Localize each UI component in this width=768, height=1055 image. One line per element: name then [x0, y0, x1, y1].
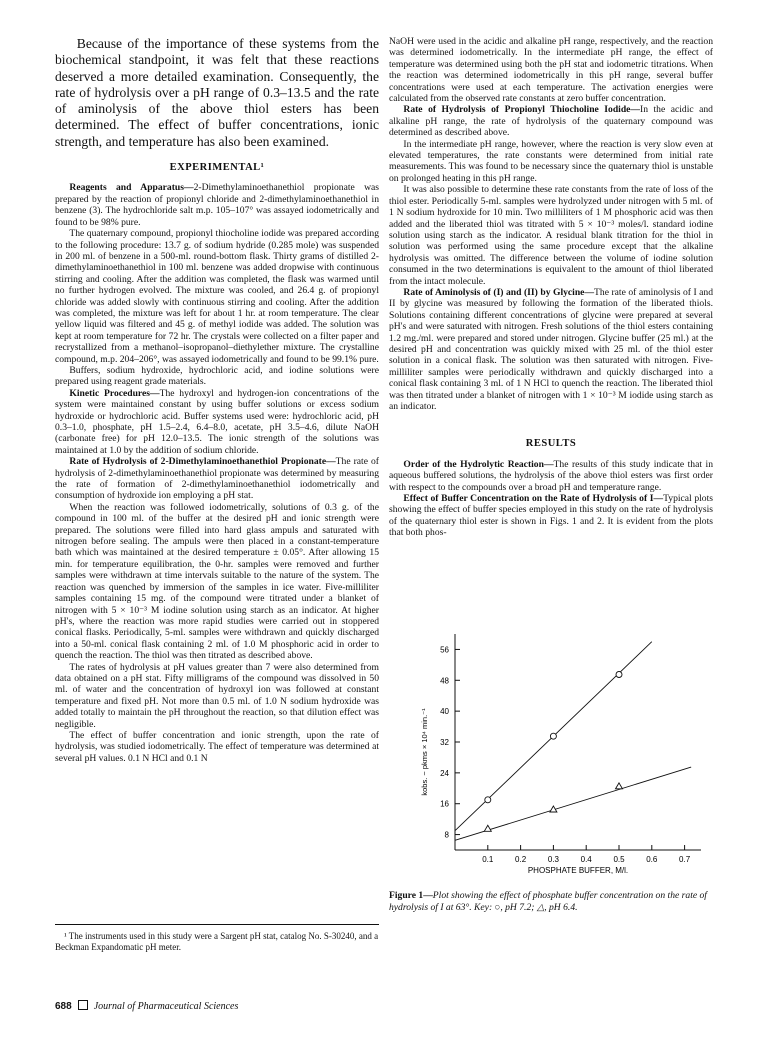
body-paragraph [389, 104, 713, 138]
page-number: 688 [55, 1001, 72, 1012]
x-tick-label: 0.7 [679, 855, 691, 864]
paragraph-text: It was also possible to determine these rate constants from the rate of loss of the thiol ester. Periodically 5-ml. samples were hydrolyzed under nitrogen with 5 ml. of 1 N sodium hydroxide for 10 min. Two milliliters of 1 M phosphoric acid was then added and the liberated thiol was titrated with 5 × 10⁻³ moles/l. standard iodine solution using starch as the indicator. A residual blank titration for the thiol in solution was performed using the same procedure except that the alkaline hydrolysis was omitted. The difference between the volume of iodine solution consumed in the two determinations is equivalent to the amount of thiol liberated from the intact molecule. [389, 184, 713, 287]
experimental-body [55, 182, 379, 764]
body-paragraph [389, 184, 713, 287]
y-axis-label: kobs. − pkms × 10⁴ min.⁻¹ [420, 708, 429, 796]
run-in-heading: Rate of Hydrolysis of 2-Dimethylaminoethanethiol Propionate— [69, 456, 336, 468]
x-tick-label: 0.6 [646, 855, 658, 864]
x-tick-label: 0.1 [482, 855, 494, 864]
body-paragraph [55, 365, 379, 388]
paragraph-text: NaOH were used in the acidic and alkaline pH range, respectively, and the reaction was determined iodometrically. In the intermediate pH range, the effect of temperature was determined using both the pH stat and iodometric titrations. When the reaction was determined iodometrically in this pH range, several buffer concentrations were used at each temperature. The activation energies were calculated from the observed rate constants at zero buffer concentration. [389, 36, 713, 105]
x-tick-label: 0.4 [580, 855, 592, 864]
right-column [389, 36, 713, 539]
page-footer [55, 1000, 238, 1012]
body-paragraph [55, 388, 379, 456]
x-tick-label: 0.3 [547, 855, 559, 864]
paragraph-text: When the reaction was followed iodometrically, solutions of 0.3 g. of the compound in 100 ml. of the buffer at the desired pH and ionic strength were prepared. The solutions were filled into hard glass ampuls and saturated with nitrogen before sealing. The ampuls were then placed in a constant-temperature bath which was maintained at the desired temperature ± 0.05°. After allowing 15 min. for temperature equilibration, the 0-hr. samples were removed and further samples were withdrawn at time intervals suitable to the nature of the system. The reaction was quenched by immersion of the samples in ice water. Five-milliliter samples containing 15 mg. of the compound were titrated under a blanket of nitrogen with 5 × 10⁻³ M iodine solution using starch as an indicator. At higher pH's, where the reaction was more rapid studies were carried out in stoppered conical flasks. Periodically, 5-ml. samples were withdrawn and quickly discharged into a 50-ml. conical flask containing 2 ml. of 1.0 M phosphoric acid in order to quench the reaction. The thiol was then titrated as described above. [55, 501, 379, 662]
body-paragraph [55, 182, 379, 228]
y-tick-label: 32 [440, 738, 449, 747]
right-body [389, 36, 713, 412]
body-paragraph [389, 493, 713, 539]
x-axis-label: PHOSPHATE BUFFER, M/l. [527, 866, 629, 875]
journal-name: Journal of Pharmaceutical Sciences [93, 1001, 239, 1012]
x-tick-label: 0.2 [515, 855, 527, 864]
run-in-heading: Reagents and Apparatus— [69, 182, 194, 194]
paragraph-text: The results of this study indicate that in aqueous buffered solutions, the hydrolysis of the above thiol esters was first order with respect to the compounds over a broad pH and temperature range. [389, 458, 713, 493]
y-tick-label: 48 [440, 676, 449, 686]
run-in-heading: Rate of Aminolysis of (I) and (II) by Glycine— [403, 286, 595, 298]
body-paragraph [389, 36, 713, 104]
body-paragraph [389, 459, 713, 493]
y-tick-label: 24 [440, 768, 449, 778]
y-tick-label: 8 [444, 830, 449, 840]
run-in-heading: Effect of Buffer Concentration on the Rate of Hydrolysis of I— [403, 493, 664, 505]
paragraph-text: In the acidic and alkaline pH range, the rate of hydrolysis of the quaternary compound was determined as described above. [389, 104, 713, 139]
body-paragraph [55, 228, 379, 365]
left-column [55, 36, 379, 764]
paragraph-text: The rates of hydrolysis at pH values greater than 7 were also determined from data obtained on a pH stat. Fifty milligrams of the compound was dissolved in 50 ml. of water and the concentration of hydroxyl ion was followed at constant temperature and fixed pH. Not more than 0.5 ml. of 1.0 N sodium hydroxide was added totally to maintain the pH throughout the reaction, so that dilution effect was negligible. [55, 661, 379, 730]
run-in-heading: Rate of Hydrolysis of Propionyl Thiocholine Iodide— [403, 104, 641, 116]
body-paragraph [55, 662, 379, 730]
y-tick-label: 40 [440, 707, 449, 717]
data-point-circle [485, 797, 491, 803]
run-in-heading: Kinetic Procedures— [69, 387, 160, 399]
paragraph-text: Typical plots showing the effect of buffer species employed in this study on the rate of hydrolysis of the quaternary thiol ester is shown in Figs. 1 and 2. It is evident from the plots that both phos- [389, 493, 713, 539]
results-body [389, 459, 713, 539]
results-heading: RESULTS [525, 438, 577, 450]
footnote-text: ¹ The instruments used in this study were a Sargent pH stat, catalog No. S-30240, and a Beckman Expandomatic pH meter. [55, 931, 379, 952]
paragraph-text: The rate of hydrolysis of 2-dimethylaminoethanethiol propionate was determined by measuring the rate of formation of 2-dimethylaminoethanethiol iodometrically and consumption of hydroxide ion employing a pH stat. [55, 456, 379, 502]
paragraph-text: The hydroxyl and hydrogen-ion concentrations of the system were maintained constant by using buffer solutions or excess sodium hydroxide or hydrochloric acid. Buffer systems used were: hydrochloric acid, pH 0.3–1.0, phosphate, pH 1.5–2.4, 6.4–8.0, acetate, pH 3.5–4.6, dilute NaOH (carbonate free) for pH 12.0–13.5. The ionic strength of the solutions was maintained at 1.0 by the addition of sodium chloride. [55, 387, 379, 456]
y-tick-label: 16 [440, 799, 449, 809]
paragraph-text: Buffers, sodium hydroxide, hydrochloric acid, and iodine solutions were prepared using reagent grade materials. [55, 364, 379, 388]
paragraph-text: The effect of buffer concentration and ionic strength, upon the rate of hydrolysis, was studied iodometrically. The effect of temperature was determined at several pH values. 0.1 N HCl and 0.1 N [55, 729, 379, 764]
paragraph-text: In the intermediate pH range, however, where the reaction is very slow even at elevated temperatures, the rate constants were determined from initial rate measurements. This was found to be necessary since the quaternary thiol is unstable on prolonged heating in this pH range. [389, 138, 713, 184]
data-point-triangle [484, 825, 491, 831]
box-icon [78, 1000, 88, 1010]
body-paragraph [55, 502, 379, 662]
data-point-circle [616, 672, 622, 678]
body-paragraph [389, 287, 713, 412]
paragraph-text: The quaternary compound, propionyl thiocholine iodide was prepared according to the following procedure: 13.7 g. of sodium hydride (0.285 mole) was suspended in 200 ml. of benzene in a 500-ml. round-bottom flask. Thirty grams of distilled 2-dimethylaminoethanethiol in 100 ml. benzene was added dropwise with continuous stirring and cooling. After the addition was completed, the flask was warmed until no further hydrogen evolved. The mixture was cooled, and 26.4 g. of propionyl chloride was added slowly with continuous stirring and cooling. After the addition was completed, the mixture was left for about 1 hr. at room temperature. The clear yellow liquid was filtered and 45 g. of methyl iodide was added. The solution was kept at room temperature for 72 hr. The crystals were collected on a filter paper and recrystallized from a methanol–isopropanol–diethylether mixture. The crystalline compound, m.p. 204–206°, was assayed iodometrically and found to be 99.1% pure. [55, 228, 379, 365]
caption-text: Plot showing the effect of phosphate buffer concentration on the rate of hydrolysis of I at 63°. Key: ○, pH 7.2; △, pH 6.4. [389, 890, 707, 913]
x-tick-label: 0.5 [613, 855, 625, 864]
body-paragraph [389, 139, 713, 185]
intro-paragraph: Because of the importance of these systems from the biochemical standpoint, it was felt that these reactions deserved a more detailed examination. Consequently, the rate of hydrolysis over a pH range of 0.3–13.5 and the rate of aminolysis of the above thiol esters has been determined. The effect of buffer concentrations, ionic strength, and temperature has also been examined. [55, 36, 379, 149]
footnote [55, 924, 379, 952]
chart-marks [455, 642, 691, 841]
data-point-triangle [616, 783, 623, 789]
caption-label: Figure 1— [389, 890, 433, 901]
y-tick-label: 56 [440, 645, 449, 655]
figure-1-chart [389, 628, 713, 878]
run-in-heading: Order of the Hydrolytic Reaction— [403, 458, 554, 470]
body-paragraph [55, 456, 379, 502]
data-point-circle [550, 733, 556, 739]
paragraph-text: The rate of aminolysis of I and II by glycine was measured by following the formation of the liberated thiols. Solutions containing different concentrations of glycine were prepared at several pH's and were saturated with nitrogen. Fresh solutions of the thiol esters containing 1.2 mg./ml. were prepared and stored under nitrogen. Glycine buffer (25 ml.) at the desired pH and concentration was quickly mixed with 25 ml. of the thiol ester solution in a conical flask. The solution was then saturated with nitrogen. Five-milliliter samples were periodically withdrawn and quickly discharged into a conical flask containing 3 ml. of 1 N HCl to quench the reaction. The liberated thiol was then titrated under a blanket of nitrogen with 1 × 10⁻³ M iodide using starch as an indicator. [389, 286, 714, 412]
chart-axes [420, 634, 701, 875]
figure-caption [389, 890, 713, 913]
paragraph-text: 2-Dimethylaminoethanethiol propionate was prepared by the reaction of propionyl chloride and 2-dimethylaminoethanethiol in benzene (3). The hydrochloride salt m.p. 105–107° was assayed iodometrically and found to be 98% pure. [55, 182, 379, 228]
body-paragraph [55, 730, 379, 764]
experimental-heading: EXPERIMENTAL¹ [169, 162, 265, 174]
